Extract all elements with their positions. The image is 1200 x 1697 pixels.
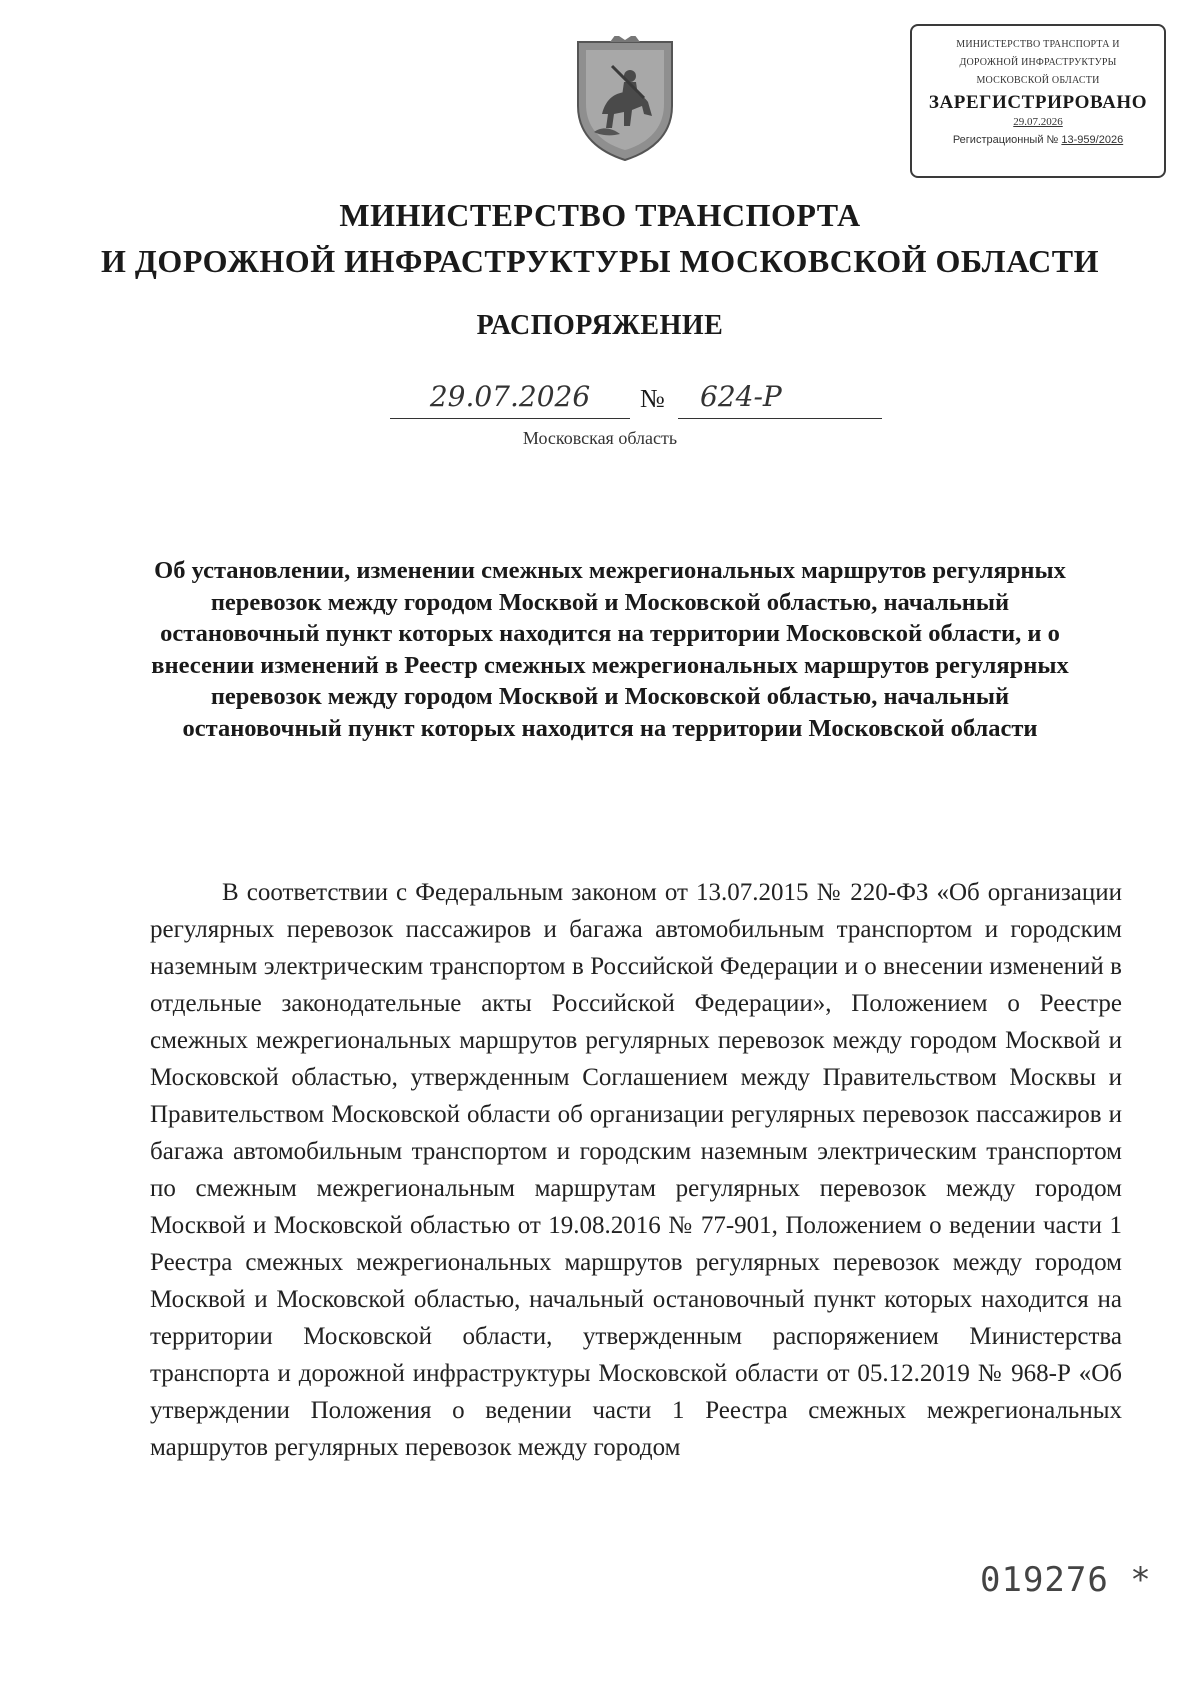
registration-stamp [910, 24, 1166, 178]
stamp-org-line: МОСКОВСКОЙ ОБЛАСТИ [976, 75, 1100, 86]
body-paragraph: В соответствии с Федеральным законом от 13.07.2015 № 220-ФЗ «Об организации регулярных перевозок пассажиров и багажа автомобильным транспортом и городским наземным электрическим транспортом в Российской Федерации и о внесении изменений в отдельные законодательные акты Российской Федерации», Положением о Реестре смежных межрегиональных маршрутов регулярных перевозок между городом Москвой и Московской областью, утвержденным Соглашением между Правительством Москвы и Правительством Московской области об организации регулярных перевозок пассажиров и багажа автомобильным транспортом и городским наземным электрическим транспортом по смежным межрегиональным маршрутам регулярных перевозок между городом Москвой и Московской областью от 19.08.2016 № 77-901, Положением о ведении части 1 Реестра смежных межрегиональных маршрутов регулярных перевозок между городом Москвой и Московской областью, начальный остановочный пункт которых находится на территории Московской области, утвержденным распоряжением Министерства транспорта и дорожной инфраструктуры Московской области от 05.12.2019 № 968-Р «Об утверждении Положения о ведении части 1 Реестра смежных межрегиональных маршрутов регулярных перевозок между городом [150, 879, 1122, 1461]
date-underline [390, 418, 630, 419]
ministry-line-2: И ДОРОЖНОЙ ИНФРАСТРУКТУРЫ МОСКОВСКОЙ ОБЛАСТИ [101, 243, 1099, 279]
ministry-line-1: МИНИСТЕРСТВО ТРАНСПОРТА [339, 197, 861, 233]
document-code: 019276 * [980, 1560, 1152, 1600]
stamp-org-line: МИНИСТЕРСТВО ТРАНСПОРТА И [956, 39, 1120, 50]
date-number-line [390, 380, 882, 420]
stamp-status: ЗАРЕГИСТРИРОВАНО [928, 92, 1148, 113]
order-title: Об установлении, изменении смежных межрегиональных маршрутов регулярных перевозок между городом Москвой и Московской областью, начальный остановочный пункт которых находится на территории Московской области, и о внесении изменений в Реестр смежных межрегиональных маршрутов регулярных перевозок между городом Москвой и Московской областью, начальный остановочный пункт которых находится на территории Московской области [151, 557, 1069, 742]
place-label: Московская область [522, 428, 678, 448]
stamp-date: 29.07.2026 [1013, 116, 1063, 128]
number-sign: № [640, 384, 665, 413]
stamp-reg-value: 13-959/2026 [1061, 134, 1124, 146]
handwritten-date: 29.07.2026 [429, 380, 591, 413]
handwritten-number: 624-Р [700, 380, 782, 413]
number-underline [678, 418, 882, 419]
stamp-reg-number [912, 134, 1164, 146]
stamp-org-line: ДОРОЖНОЙ ИНФРАСТРУКТУРЫ [959, 57, 1117, 68]
document-type: РАСПОРЯЖЕНИЕ [476, 310, 724, 341]
coat-of-arms-icon [572, 36, 678, 162]
stamp-reg-label: Регистрационный № [952, 134, 1059, 146]
ministry-heading [0, 192, 1200, 284]
